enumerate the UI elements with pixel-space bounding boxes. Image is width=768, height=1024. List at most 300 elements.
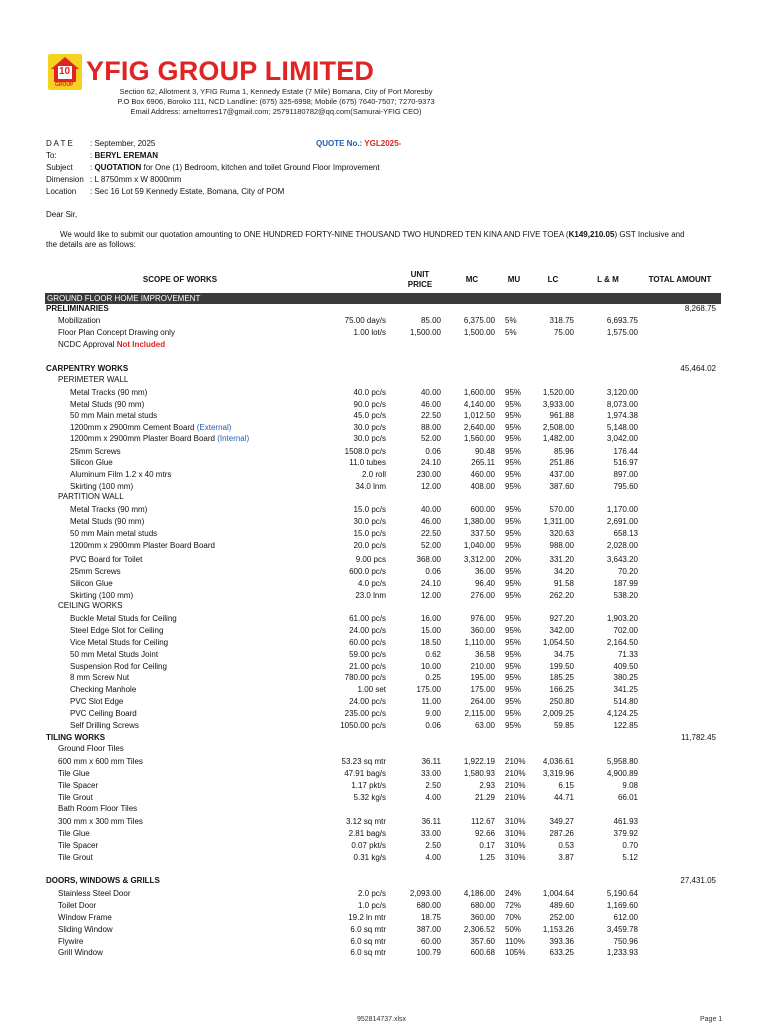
cell-lm: 66.01: [617, 793, 638, 802]
cell-unit-price: 33.00: [420, 829, 441, 838]
cell-unit-price: 33.00: [420, 769, 441, 778]
col-header-unit-price-1: UNIT: [410, 270, 430, 279]
cell-mc: 1,012.50: [463, 411, 495, 420]
cell-lm: 516.97: [613, 458, 638, 467]
row-description: 50 mm Main metal studs: [70, 529, 158, 538]
cell-quantity: 60.00 pc/s: [349, 638, 386, 647]
cell-quantity: 4.0 pc/s: [357, 579, 386, 588]
cell-quantity: 1508.0 pc/s: [344, 447, 386, 456]
letter-body-line-2: the details are as follows:: [46, 240, 136, 249]
cell-lm: 4,900.89: [606, 769, 638, 778]
row-description: Metal Studs (90 mm): [70, 400, 145, 409]
cell-mc: 175.00: [470, 685, 495, 694]
cell-mc: 36.00: [474, 567, 495, 576]
row-description: PVC Board for Toilet: [70, 555, 143, 564]
cell-quantity: 780.00 pc/s: [344, 673, 386, 682]
cell-mu: 310%: [505, 853, 526, 862]
cell-mc: 2,640.00: [463, 423, 495, 432]
cell-quantity: 6.0 sq mtr: [350, 948, 386, 957]
row-description: Checking Manhole: [70, 685, 137, 694]
row-description: 50 mm Metal Studs Joint: [70, 650, 159, 659]
cell-lm: 1,903.20: [606, 614, 638, 623]
cell-mu: 95%: [505, 434, 522, 443]
cell-lm: 187.99: [613, 579, 638, 588]
cell-lm: 3,459.78: [606, 925, 638, 934]
cell-quantity: 45.0 pc/s: [353, 411, 386, 420]
cell-lm: 70.20: [617, 567, 638, 576]
row-description: Tile Spacer: [58, 781, 99, 790]
cell-mc: 3,312.00: [463, 555, 495, 564]
cell-unit-price: 0.06: [425, 567, 441, 576]
cell-quantity: 0.31 kg/s: [353, 853, 386, 862]
row-description: Toilet Door: [58, 901, 97, 910]
cell-quantity: 40.0 pc/s: [353, 388, 386, 397]
col-header-lm: L & M: [597, 275, 619, 284]
cell-lc: 1,482.00: [542, 434, 574, 443]
cell-mc: 210.00: [470, 662, 495, 671]
cell-quantity: 3.12 sq mtr: [345, 817, 386, 826]
row-description: 300 mm x 300 mm Tiles: [58, 817, 143, 826]
row-description: Vice Metal Studs for Ceiling: [70, 638, 169, 647]
cell-lc: 437.00: [549, 470, 574, 479]
cell-mu: 95%: [505, 458, 522, 467]
footer-page-number: Page 1: [700, 1016, 723, 1023]
cell-mu: 95%: [505, 517, 522, 526]
cell-lm: 1,575.00: [606, 328, 638, 337]
cell-unit-price: 0.25: [425, 673, 441, 682]
logo-number: 10: [59, 66, 71, 77]
cell-lm: 4,124.25: [606, 709, 638, 718]
col-header-mc: MC: [465, 275, 479, 284]
cell-quantity: 0.07 pkt/s: [351, 841, 386, 850]
cell-lm: 1,233.93: [606, 948, 638, 957]
cell-lc: 318.75: [549, 316, 574, 325]
company-name: YFIG GROUP LIMITED: [86, 56, 375, 86]
cell-mu: 95%: [505, 505, 522, 514]
cell-mu: 95%: [505, 470, 522, 479]
cell-unit-price: 368.00: [416, 555, 441, 564]
row-description: Bath Room Floor Tiles: [58, 804, 138, 813]
row-description: Grill Window: [58, 948, 103, 957]
footer-filename: 952814737.xlsx: [357, 1016, 407, 1023]
cell-mu: 95%: [505, 447, 522, 456]
cell-lc: 1,311.00: [543, 517, 574, 526]
cell-mc: 600.00: [470, 505, 495, 514]
cell-mc: 1,600.00: [463, 388, 495, 397]
cell-lm: 612.00: [613, 913, 638, 922]
cell-lc: 85.96: [553, 447, 574, 456]
cell-unit-price: 10.00: [420, 662, 441, 671]
cell-mu: 210%: [505, 793, 526, 802]
cell-unit-price: 2.50: [425, 841, 441, 850]
cell-quantity: 15.0 pc/s: [353, 529, 386, 538]
row-description: Flywire: [58, 937, 84, 946]
cell-lc: 988.00: [549, 541, 574, 550]
cell-quantity: 11.0 tubes: [349, 458, 386, 467]
cell-unit-price: 16.00: [420, 614, 441, 623]
cell-mu: 5%: [505, 316, 517, 325]
cell-lc: 961.88: [549, 411, 574, 420]
cell-lc: 320.63: [549, 529, 574, 538]
row-description: 50 mm Main metal studs: [70, 411, 158, 420]
cell-lm: 0.70: [622, 841, 638, 850]
cell-unit-price: 36.11: [421, 817, 441, 826]
cell-mc: 460.00: [470, 470, 495, 479]
cell-mc: 1,110.00: [464, 638, 495, 647]
cell-mc: 680.00: [470, 901, 495, 910]
cell-lc: 4,036.61: [542, 757, 574, 766]
cell-lm: 3,120.00: [606, 388, 638, 397]
cell-lc: 3.87: [558, 853, 574, 862]
col-header-total: TOTAL AMOUNT: [648, 275, 712, 284]
cell-lm: 341.25: [613, 685, 638, 694]
cell-unit-price: 52.00: [420, 541, 441, 550]
cell-lc: 44.71: [553, 793, 574, 802]
cell-lc: 342.00: [549, 626, 574, 635]
cell-unit-price: 22.50: [420, 529, 441, 538]
cell-mu: 50%: [505, 925, 522, 934]
cell-lc: 34.20: [553, 567, 574, 576]
row-description: Buckle Metal Studs for Ceiling: [70, 614, 177, 623]
cell-unit-price: 24.10: [420, 458, 441, 467]
cell-mu: 95%: [505, 709, 522, 718]
salutation: Dear Sir,: [46, 210, 78, 219]
row-description: Suspension Rod for Ceiling: [70, 662, 167, 671]
cell-lc: 3,933.00: [542, 400, 574, 409]
cell-lm: 379.92: [613, 829, 638, 838]
cell-mu: 95%: [505, 591, 522, 600]
dimension-value: : L 8750mm x W 8000mm: [90, 175, 182, 184]
cell-lm: 71.33: [617, 650, 638, 659]
row-description: Window Frame: [58, 913, 112, 922]
cell-quantity: 59.00 pc/s: [349, 650, 386, 659]
cell-lc: 287.26: [549, 829, 574, 838]
cell-quantity: 19.2 ln mtr: [348, 913, 386, 922]
cell-mc: 92.66: [474, 829, 495, 838]
cell-unit-price: 4.00: [425, 853, 441, 862]
cell-mu: 95%: [505, 638, 522, 647]
row-description: Sliding Window: [58, 925, 113, 934]
cell-lc: 166.25: [549, 685, 574, 694]
cell-mu: 95%: [505, 541, 522, 550]
cell-lm: 176.44: [613, 447, 638, 456]
cell-unit-price: 22.50: [420, 411, 441, 420]
row-description: Stainless Steel Door: [58, 889, 131, 898]
cell-lm: 9.08: [622, 781, 638, 790]
cell-quantity: 9.00 pcs: [355, 555, 386, 564]
row-description: 25mm Screws: [70, 447, 121, 456]
cell-unit-price: 11.00: [421, 697, 441, 706]
cell-lm: 6,693.75: [606, 316, 638, 325]
row-description: NCDC Approval Not Included: [58, 340, 166, 349]
cell-quantity: 6.0 sq mtr: [350, 937, 386, 946]
cell-unit-price: 0.06: [425, 721, 441, 730]
cell-lm: 538.20: [613, 591, 638, 600]
cell-unit-price: 1,500.00: [409, 328, 441, 337]
row-description: Metal Studs (90 mm): [70, 517, 145, 526]
address-line-1: Section 62, Allotment 3, YFIG Ruma 1, Kennedy Estate (7 Mile) Bomana, City of Port Moresby: [119, 87, 433, 96]
row-description: PRELIMINARIES: [46, 304, 109, 313]
cell-mc: 976.00: [470, 614, 495, 623]
cell-mu: 95%: [505, 482, 522, 491]
cell-mc: 1,922.19: [463, 757, 495, 766]
to-value: : BERYL EREMAN: [90, 151, 159, 160]
cell-quantity: 20.0 pc/s: [353, 541, 386, 550]
logo-subtext: GROUP: [55, 82, 74, 88]
cell-unit-price: 15.00: [420, 626, 441, 635]
address-line-2: P.O Box 6906, Boroko 111, NCD Landline: (675) 325-6998; Mobile (675) 7640-7507; 7270-9373: [117, 97, 435, 106]
cell-quantity: 47.91 bag/s: [344, 769, 386, 778]
cell-lm: 1,974.38: [606, 411, 638, 420]
cell-unit-price: 100.79: [416, 948, 441, 957]
cell-lm: 5,148.00: [606, 423, 638, 432]
cell-mc: 4,186.00: [463, 889, 495, 898]
cell-quantity: 15.0 pc/s: [353, 505, 386, 514]
row-description: Metal Tracks (90 mm): [70, 505, 148, 514]
cell-lc: 3,319.96: [542, 769, 574, 778]
row-description: Tile Grout: [58, 853, 93, 862]
cell-mu: 95%: [505, 423, 522, 432]
cell-lm: 1,170.00: [606, 505, 638, 514]
cell-unit-price: 24.10: [420, 579, 441, 588]
cell-mu: 210%: [505, 781, 526, 790]
cell-mc: 112.67: [471, 817, 495, 826]
row-description: DOORS, WINDOWS & GRILLS: [46, 876, 160, 885]
address-line-3: Email Address: arneltorres17@gmail.com; 25791180782@qq.com(Samurai-YFIG CEO): [130, 107, 422, 116]
cell-unit-price: 230.00: [416, 470, 441, 479]
cell-lc: 251.86: [549, 458, 574, 467]
cell-lc: 387.60: [549, 482, 574, 491]
cell-unit-price: 175.00: [416, 685, 441, 694]
cell-unit-price: 52.00: [420, 434, 441, 443]
cell-lc: 570.00: [549, 505, 574, 514]
cell-unit-price: 40.00: [420, 505, 441, 514]
cell-quantity: 1.0 pc/s: [357, 901, 386, 910]
row-description: Mobilization: [58, 316, 101, 325]
cell-mc: 96.40: [474, 579, 495, 588]
cell-lm: 3,042.00: [606, 434, 638, 443]
cell-quantity: 2.81 bag/s: [348, 829, 386, 838]
cell-mu: 95%: [505, 650, 522, 659]
cell-lm: 3,643.20: [606, 555, 638, 564]
cell-mu: 95%: [505, 697, 522, 706]
cell-unit-price: 9.00: [425, 709, 441, 718]
cell-lm: 514.80: [613, 697, 638, 706]
row-description: Tile Grout: [58, 793, 93, 802]
cell-quantity: 235.00 pc/s: [344, 709, 386, 718]
row-description: 1200mm x 2900mm Plaster Board Board: [70, 541, 215, 550]
cell-unit-price: 0.06: [425, 447, 441, 456]
section-bar: [45, 293, 721, 304]
row-description: Ground Floor Tiles: [58, 744, 124, 753]
location-label: Location: [46, 187, 77, 196]
cell-lm: 122.85: [613, 721, 638, 730]
cell-lm: 897.00: [613, 470, 638, 479]
cell-mc: 1,040.00: [463, 541, 495, 550]
cell-lc: 1,054.50: [542, 638, 574, 647]
cell-quantity: 30.0 pc/s: [353, 517, 386, 526]
row-description: PARTITION WALL: [58, 492, 124, 501]
cell-unit-price: 18.75: [420, 913, 441, 922]
cell-lm: 795.60: [613, 482, 638, 491]
location-value: : Sec 16 Lot 59 Kennedy Estate, Bomana, City of POM: [90, 187, 285, 196]
row-description: Silicon Glue: [70, 458, 113, 467]
cell-lm: 5,958.80: [606, 757, 638, 766]
cell-lc: 633.25: [549, 948, 574, 957]
cell-mu: 95%: [505, 529, 522, 538]
cell-mu: 5%: [505, 328, 517, 337]
cell-mc: 1,560.00: [463, 434, 495, 443]
cell-total-amount: 27,431.05: [680, 876, 716, 885]
cell-mu: 95%: [505, 388, 522, 397]
cell-mu: 110%: [505, 937, 525, 946]
row-description: PERIMETER WALL: [58, 375, 129, 384]
cell-mc: 1.25: [479, 853, 495, 862]
cell-lc: 199.50: [549, 662, 574, 671]
row-description: 1200mm x 2900mm Plaster Board Board (Internal): [70, 434, 250, 443]
cell-lc: 2,508.00: [542, 423, 574, 432]
row-description: Skirting (100 mm): [70, 591, 134, 600]
cell-lc: 1,004.64: [542, 889, 574, 898]
row-description: CARPENTRY WORKS: [46, 364, 129, 373]
cell-mc: 6,375.00: [463, 316, 495, 325]
cell-mu: 95%: [505, 662, 522, 671]
cell-mc: 2.93: [479, 781, 495, 790]
cell-lc: 75.00: [553, 328, 574, 337]
row-description: TILING WORKS: [46, 733, 106, 742]
cell-mu: 310%: [505, 841, 526, 850]
cell-lm: 1,169.60: [606, 901, 638, 910]
cell-lc: 59.85: [553, 721, 574, 730]
cell-mc: 264.00: [470, 697, 495, 706]
row-description: PVC Slot Edge: [70, 697, 124, 706]
subject-value: : QUOTATION for One (1) Bedroom, kitchen and toilet Ground Floor Improvement: [90, 163, 380, 172]
row-description: Silicon Glue: [70, 579, 113, 588]
cell-mu: 20%: [505, 555, 522, 564]
cell-lm: 461.93: [613, 817, 638, 826]
cell-lm: 8,073.00: [606, 400, 638, 409]
section-bar-label: GROUND FLOOR HOME IMPROVEMENT: [47, 294, 201, 303]
cell-lm: 2,164.50: [606, 638, 638, 647]
cell-quantity: 1.17 pkt/s: [351, 781, 386, 790]
cell-quantity: 6.0 sq mtr: [350, 925, 386, 934]
cell-mc: 1,580.93: [463, 769, 495, 778]
cell-mu: 310%: [505, 817, 526, 826]
cell-quantity: 34.0 lnm: [355, 482, 386, 491]
cell-mu: 95%: [505, 721, 522, 730]
cell-lc: 252.00: [549, 913, 574, 922]
col-header-unit-price-2: PRICE: [407, 280, 433, 289]
cell-unit-price: 60.00: [420, 937, 441, 946]
row-description: Aluminum Film 1.2 x 40 mtrs: [70, 470, 172, 479]
cell-unit-price: 46.00: [420, 517, 441, 526]
cell-unit-price: 18.50: [420, 638, 441, 647]
cell-quantity: 30.0 pc/s: [353, 423, 386, 432]
cell-quantity: 23.0 lnm: [355, 591, 386, 600]
cell-mu: 95%: [505, 411, 522, 420]
cell-unit-price: 2,093.00: [409, 889, 441, 898]
row-description: 1200mm x 2900mm Cement Board (External): [70, 423, 232, 432]
cell-mu: 95%: [505, 614, 522, 623]
row-description: Skirting (100 mm): [70, 482, 134, 491]
cell-lc: 489.60: [549, 901, 574, 910]
cell-lc: 91.58: [553, 579, 574, 588]
cell-mu: 95%: [505, 579, 522, 588]
cell-lm: 5.12: [622, 853, 638, 862]
cell-lc: 927.20: [549, 614, 574, 623]
cell-unit-price: 46.00: [420, 400, 441, 409]
cell-quantity: 75.00 day/s: [344, 316, 386, 325]
cell-mu: 95%: [505, 626, 522, 635]
row-description: Tile Glue: [58, 829, 90, 838]
cell-mc: 21.29: [474, 793, 495, 802]
cell-mc: 337.50: [470, 529, 495, 538]
cell-mu: 72%: [505, 901, 522, 910]
cell-quantity: 90.0 pc/s: [353, 400, 386, 409]
cell-lm: 409.50: [613, 662, 638, 671]
date-value: : September, 2025: [90, 139, 156, 148]
cell-mc: 408.00: [470, 482, 495, 491]
cell-unit-price: 680.00: [416, 901, 441, 910]
row-description: PVC Ceiling Board: [70, 709, 137, 718]
cell-total-amount: 8,268.75: [684, 304, 716, 313]
col-header-mu: MU: [507, 275, 521, 284]
cell-lm: 5,190.64: [606, 889, 638, 898]
cell-quantity: 24.00 pc/s: [349, 626, 386, 635]
cell-unit-price: 40.00: [420, 388, 441, 397]
cell-lc: 34.75: [553, 650, 574, 659]
cell-quantity: 1050.00 pc/s: [340, 721, 386, 730]
cell-mu: 210%: [505, 757, 526, 766]
cell-unit-price: 12.00: [420, 482, 441, 491]
dimension-label: Dimension: [46, 175, 84, 184]
cell-quantity: 600.0 pc/s: [349, 567, 386, 576]
row-description: Tile Glue: [58, 769, 90, 778]
cell-mc: 1,500.00: [463, 328, 495, 337]
cell-mc: 0.17: [479, 841, 495, 850]
cell-quantity: 53.23 sq mtr: [341, 757, 386, 766]
cell-mu: 310%: [505, 829, 526, 838]
cell-mu: 70%: [505, 913, 522, 922]
row-description: 600 mm x 600 mm Tiles: [58, 757, 143, 766]
cell-mc: 63.00: [474, 721, 495, 730]
cell-quantity: 1.00 set: [357, 685, 386, 694]
cell-mu: 95%: [505, 400, 522, 409]
cell-quantity: 30.0 pc/s: [353, 434, 386, 443]
row-description: 25mm Screws: [70, 567, 121, 576]
cell-lc: 185.25: [549, 673, 574, 682]
cell-quantity: 61.00 pc/s: [349, 614, 386, 623]
cell-total-amount: 45,464.02: [680, 364, 716, 373]
cell-lc: 393.36: [549, 937, 574, 946]
cell-unit-price: 4.00: [425, 793, 441, 802]
cell-mu: 95%: [505, 673, 522, 682]
cell-unit-price: 2.50: [425, 781, 441, 790]
cell-mc: 600.68: [470, 948, 495, 957]
row-description: Tile Spacer: [58, 841, 99, 850]
quote-number: QUOTE No.: YGL2025-: [316, 139, 402, 148]
row-description: Self Drilling Screws: [70, 721, 139, 730]
cell-lm: 2,028.00: [606, 541, 638, 550]
cell-mu: 105%: [505, 948, 526, 957]
cell-mc: 276.00: [470, 591, 495, 600]
cell-mc: 2,306.52: [463, 925, 495, 934]
col-header-scope: SCOPE OF WORKS: [142, 275, 218, 284]
cell-quantity: 2.0 roll: [361, 470, 386, 479]
cell-lc: 349.27: [549, 817, 574, 826]
cell-mu: 95%: [505, 567, 522, 576]
cell-lc: 1,520.00: [542, 388, 574, 397]
